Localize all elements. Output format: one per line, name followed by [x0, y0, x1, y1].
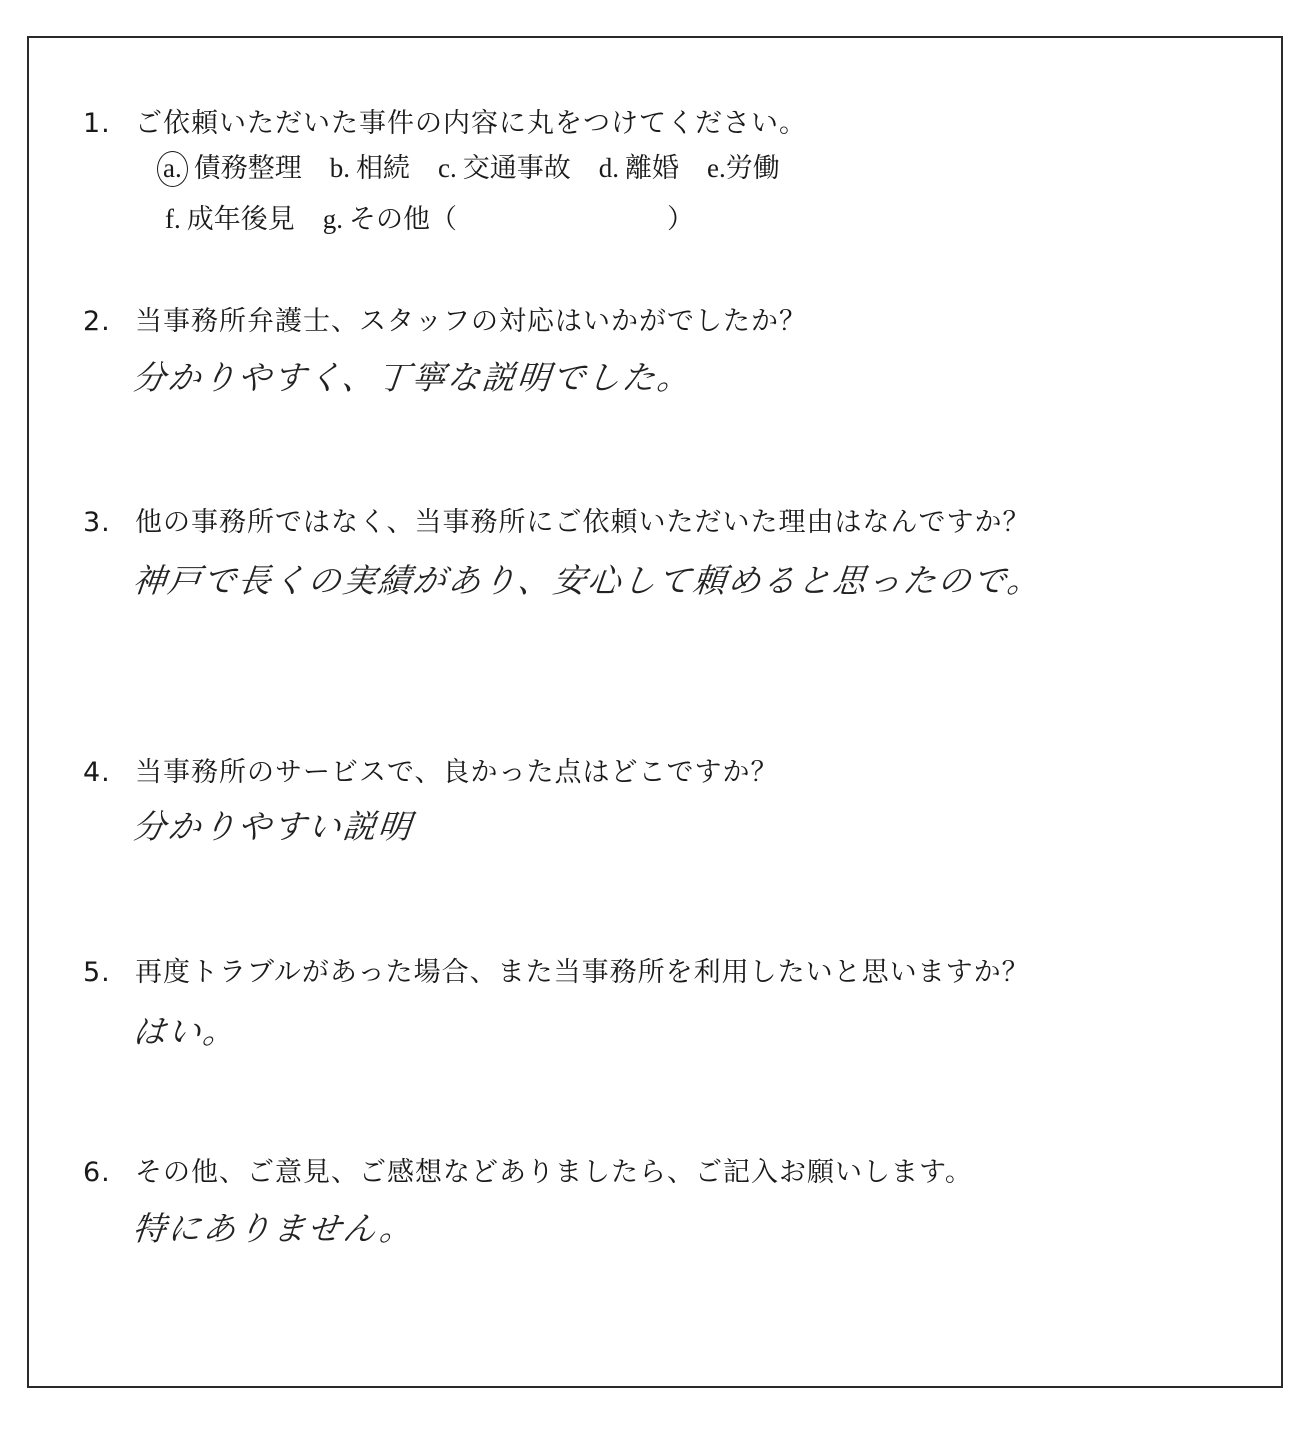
answer-5: はい。 [130, 1012, 240, 1051]
option-c-letter: c. [437, 153, 457, 183]
option-a-label: 債務整理 [193, 153, 302, 184]
option-e[interactable] [707, 146, 780, 185]
answer-4: 分かりやすい説明 [130, 807, 415, 846]
answer-6: 特にありません。 [130, 1209, 417, 1248]
answer-2: 分かりやすく、丁寧な説明でした。 [130, 358, 695, 397]
question-2 [83, 299, 807, 338]
option-a-letter: a. [157, 151, 188, 187]
option-b[interactable] [330, 146, 410, 185]
option-e-letter: e. [706, 153, 726, 183]
option-d-letter: d. [598, 153, 619, 183]
option-g-letter: g. [322, 204, 343, 234]
option-f[interactable] [165, 197, 295, 236]
question-3 [83, 500, 1030, 539]
option-d-label: 離婚 [624, 153, 679, 184]
question-5 [83, 950, 1030, 989]
option-f-letter: f. [165, 204, 181, 234]
question-2-number: 2. [83, 306, 111, 337]
option-b-label: 相続 [355, 153, 410, 184]
question-6-text: その他、ご意見、ご感想などありましたら、ご記入お願いします。 [135, 1157, 973, 1188]
option-g[interactable] [323, 197, 457, 236]
option-c[interactable] [438, 146, 571, 185]
question-1 [83, 101, 807, 140]
question-5-text: 再度トラブルがあった場合、また当事務所を利用したいと思いますか？ [135, 957, 1030, 988]
other-close-paren: ） [667, 204, 694, 235]
option-c-label: 交通事故 [462, 153, 571, 184]
question-3-number: 3. [83, 507, 111, 538]
option-a[interactable] [157, 146, 302, 187]
question-5-number: 5. [83, 957, 111, 988]
option-b-letter: b. [329, 153, 350, 183]
question-3-text: 他の事務所ではなく、当事務所にご依頼いただいた理由はなんですか？ [135, 507, 1031, 538]
question-1-number: 1. [83, 108, 111, 139]
question-4 [83, 750, 778, 789]
question-2-text: 当事務所弁護士、スタッフの対応はいかがでしたか？ [135, 306, 807, 337]
question-6 [83, 1150, 973, 1189]
answer-3: 神戸で長くの実績があり、安心して頼めると思ったので。 [130, 561, 1045, 600]
option-f-label: 成年後見 [186, 204, 295, 235]
question-4-number: 4. [83, 757, 111, 788]
question-1-options-row-1 [157, 146, 808, 187]
question-1-text: ご依頼いただいた事件の内容に丸をつけてください。 [135, 108, 807, 139]
option-d[interactable] [599, 146, 679, 185]
option-e-label: 労働 [725, 153, 780, 184]
question-1-options-row-2 [165, 197, 694, 236]
question-6-number: 6. [83, 1157, 111, 1188]
option-g-label: その他（ [349, 204, 457, 235]
question-4-text: 当事務所のサービスで、良かった点はどこですか？ [135, 757, 779, 788]
